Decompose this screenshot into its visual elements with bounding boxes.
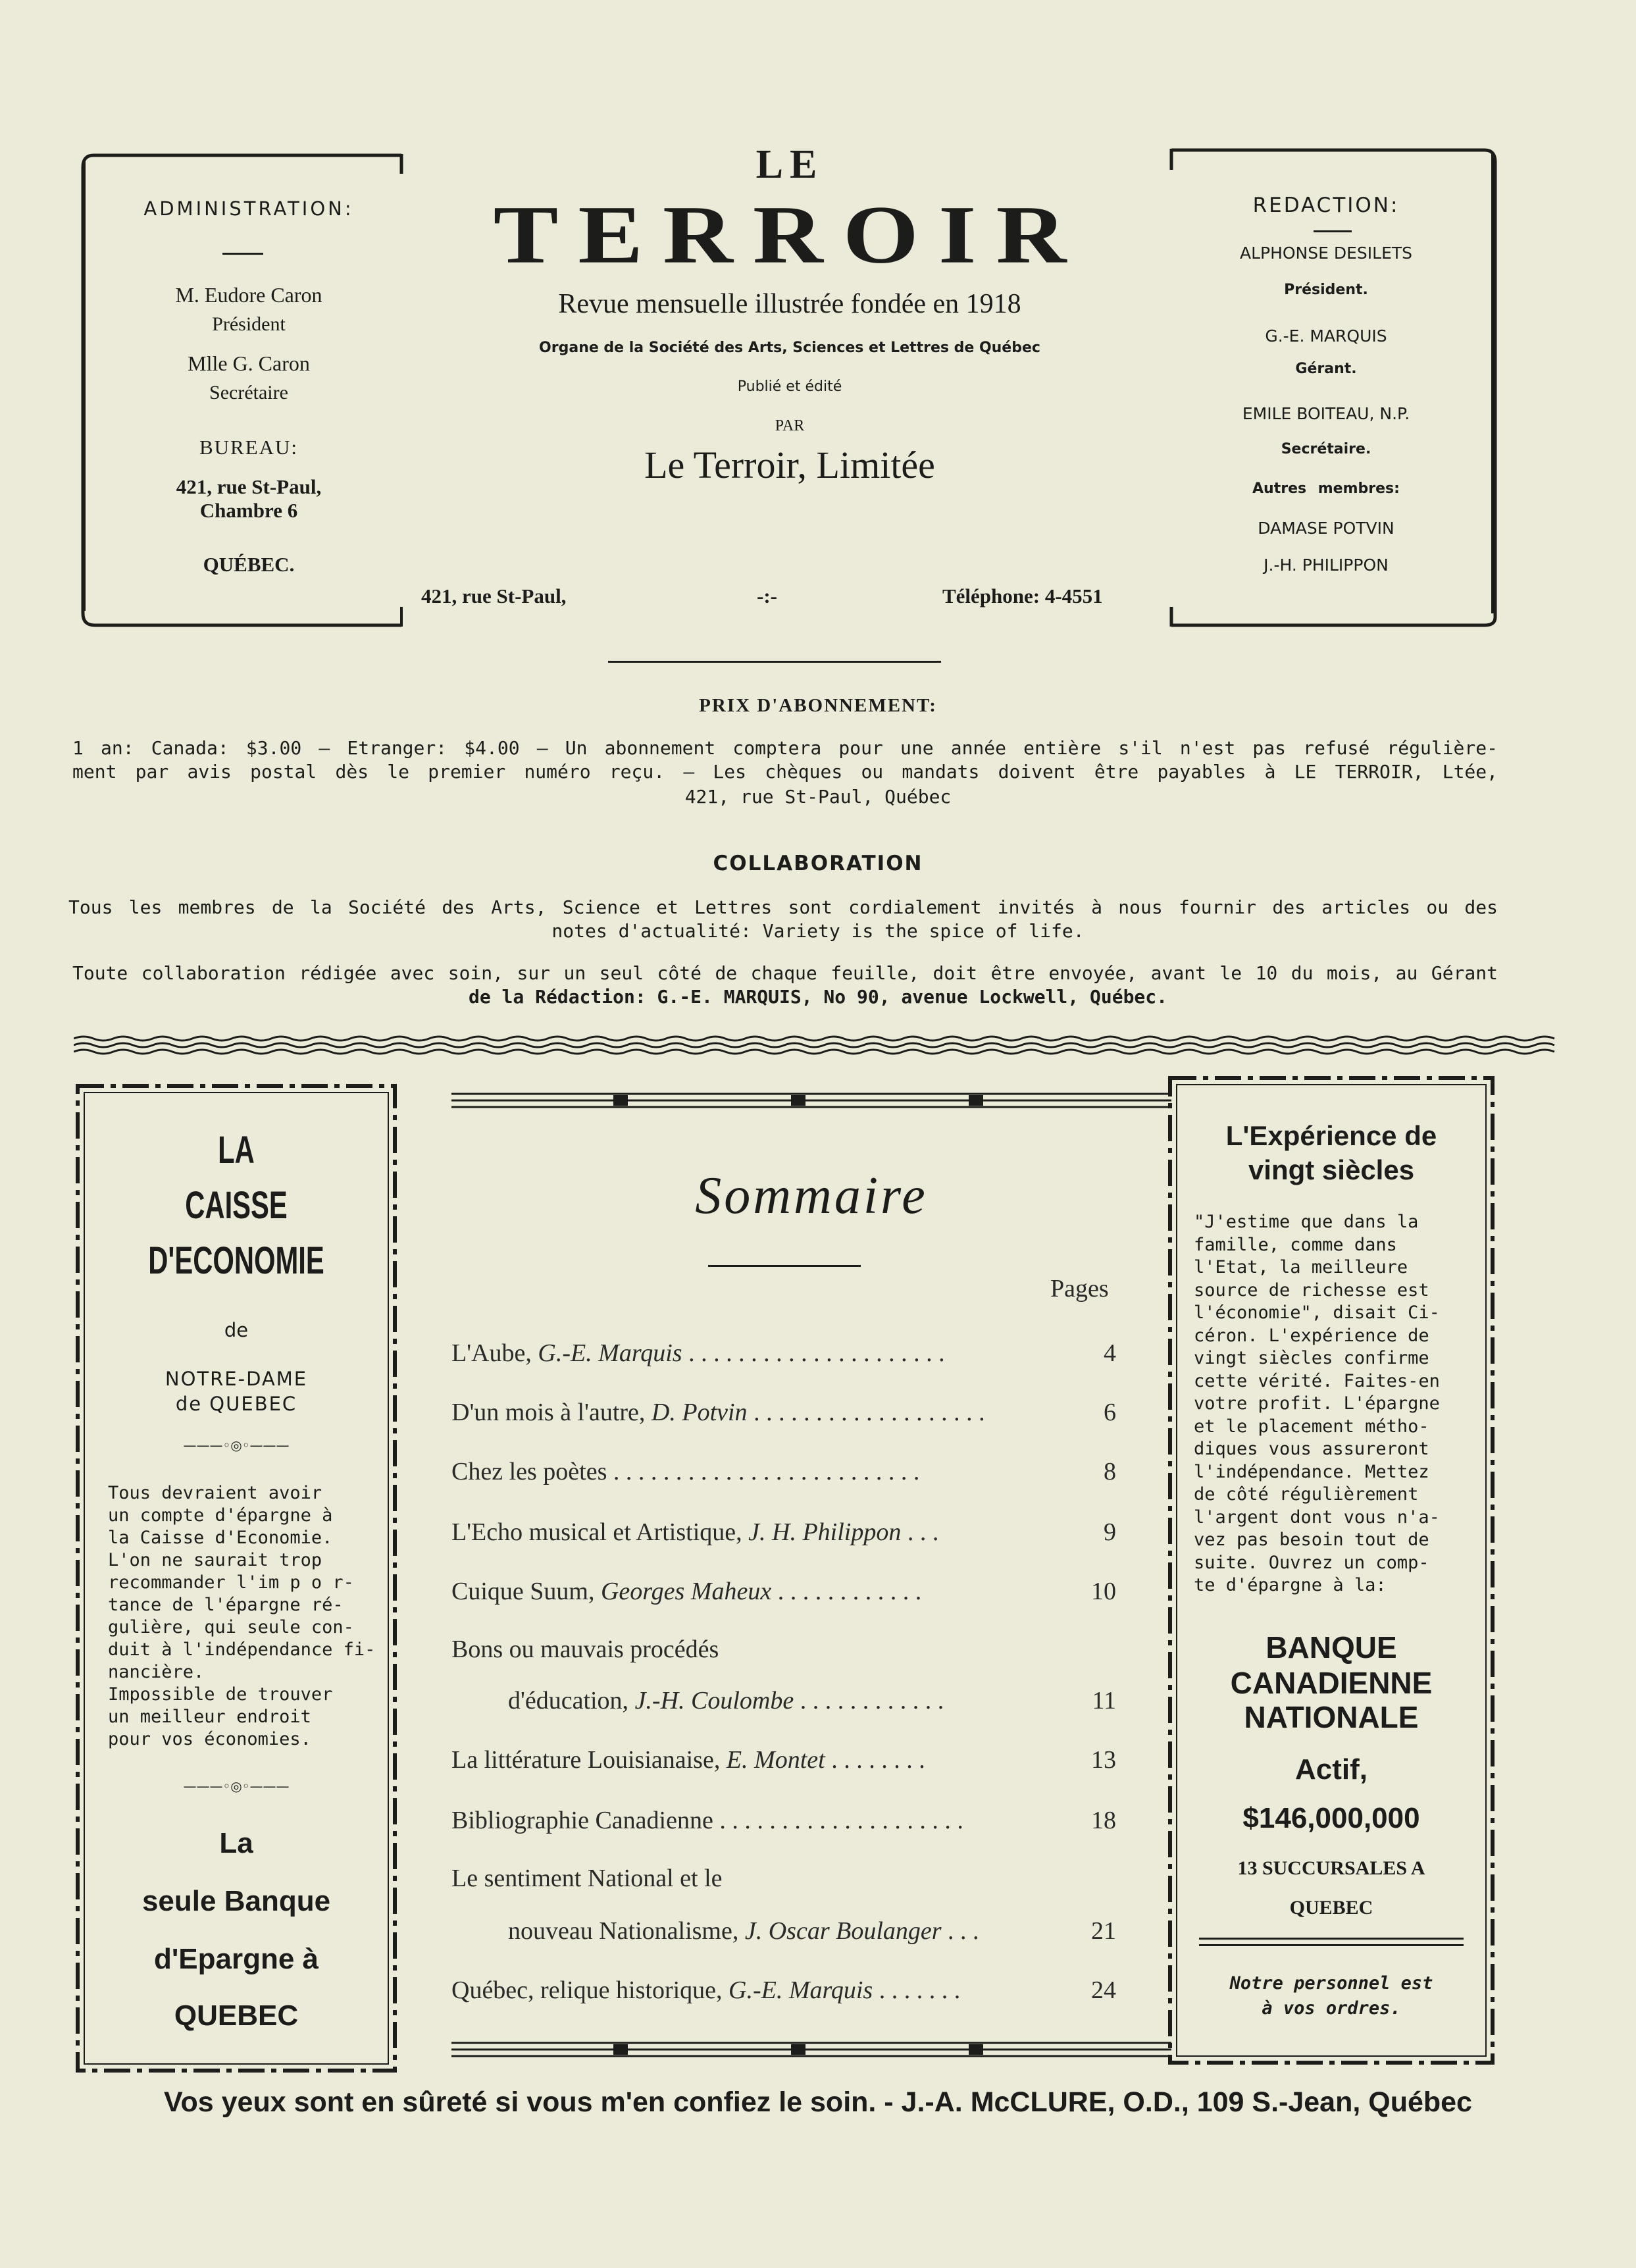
body-line: pour vos économies. bbox=[108, 1729, 311, 1749]
toc-entry-page: 6 bbox=[1104, 1399, 1116, 1426]
subscription-line2: ment par avis postal dès le premier numéro reçu. — Les chèques ou mandats doivent être payables à LE TERROIR, Ltée, bbox=[72, 761, 1498, 783]
banque-title2: vingt siècles bbox=[1248, 1154, 1415, 1185]
toc-entry[interactable] bbox=[451, 1806, 1116, 1835]
footer-ad: Vos yeux sont en sûreté si vous m'en confiez le soin. - J.-A. McCLURE, O.D., 109 S.-Jean, Québec bbox=[164, 2086, 1472, 2118]
redaction-p4: DAMASE POTVIN bbox=[1258, 519, 1394, 538]
collaboration-p2-line2: de la Rédaction: G.-E. MARQUIS, No 90, avenue Lockwell, Québec. bbox=[468, 986, 1168, 1008]
divider bbox=[222, 253, 263, 255]
banque-name1: BANQUE bbox=[1265, 1630, 1397, 1664]
admin-person2-name: Mlle G. Caron bbox=[188, 351, 310, 375]
body-line: suite. Ouvrez un comp- bbox=[1194, 1552, 1429, 1573]
toc-entry-leader: . . . . . . . . . . . . . . . . . . . bbox=[747, 1399, 985, 1426]
redaction-p3-role: Secrétaire. bbox=[1281, 441, 1371, 457]
redaction-heading: REDACTION: bbox=[1252, 193, 1400, 217]
toc-entry-title: Bons ou mauvais procédés bbox=[451, 1636, 719, 1663]
body-line: Tous devraient avoir bbox=[108, 1483, 322, 1503]
masthead bbox=[408, 142, 1171, 487]
caisse-body bbox=[108, 1482, 376, 1751]
toc-entry-title: La littérature Louisianaise, bbox=[451, 1746, 727, 1774]
body-line: L'on ne saurait trop bbox=[108, 1550, 322, 1570]
toc-entry-author: G.-E. Marquis bbox=[538, 1339, 682, 1367]
administration-box bbox=[78, 153, 407, 629]
toc-entry-leader: . . . bbox=[901, 1518, 939, 1546]
body-line: l'Etat, la meilleure bbox=[1194, 1257, 1408, 1277]
caisse-title3: D'ECONOMIE bbox=[148, 1239, 324, 1282]
toc-entry[interactable] bbox=[451, 1457, 1116, 1486]
toc-entry-title: L'Aube, bbox=[451, 1339, 538, 1367]
toc-entry[interactable] bbox=[508, 1917, 1116, 1946]
caisse-foot3: d'Epargne à bbox=[153, 1943, 319, 1975]
toc-entry-author: Georges Maheux bbox=[600, 1578, 772, 1605]
banque-body bbox=[1194, 1211, 1469, 1597]
toc-entry[interactable] bbox=[451, 1339, 1116, 1368]
toc-entry[interactable] bbox=[508, 1686, 1116, 1715]
admin-bureau: BUREAU: bbox=[199, 436, 299, 459]
toc-entry-leader: . . . . . . . . bbox=[825, 1746, 925, 1774]
administration-heading: ADMINISTRATION: bbox=[143, 197, 354, 220]
toc-entry[interactable] bbox=[451, 1864, 1116, 1893]
toc-entry-leader: . . . . . . . . . . . . . . . . . . . . . bbox=[682, 1339, 945, 1367]
caisse-foot1: La bbox=[219, 1827, 253, 1859]
toc-entry-page: 11 bbox=[1092, 1687, 1116, 1714]
masthead-address: 421, rue St-Paul, bbox=[421, 584, 567, 607]
divider bbox=[708, 1265, 861, 1267]
toc-entry[interactable] bbox=[451, 1518, 1116, 1547]
masthead-subtitle: Revue mensuelle illustrée fondée en 1918 bbox=[558, 289, 1021, 319]
toc-entry-page: 4 bbox=[1104, 1339, 1116, 1367]
toc-entry-author: J.-H. Coulombe bbox=[634, 1687, 794, 1714]
caisse-title2: CAISSE bbox=[185, 1184, 288, 1227]
body-line: votre profit. L'épargne bbox=[1194, 1393, 1440, 1414]
toc-entry-leader: . . . . . . . . . . . . bbox=[794, 1687, 944, 1714]
toc-entry-author: E. Montet bbox=[726, 1746, 825, 1774]
body-line: de côté régulièrement bbox=[1194, 1484, 1419, 1505]
divider bbox=[1199, 1938, 1464, 1940]
toc-entry-leader: . . . bbox=[941, 1917, 979, 1945]
masthead-phone: Téléphone: 4-4551 bbox=[942, 584, 1103, 607]
banque-actif: Actif, bbox=[1295, 1753, 1368, 1786]
body-line: Impossible de trouver bbox=[108, 1684, 333, 1705]
toc-entry-page: 10 bbox=[1091, 1578, 1116, 1605]
toc-entry-leader: . . . . . . . . . . . . . . . . . . . . bbox=[713, 1807, 963, 1834]
toc-entry-title: Le sentiment National et le bbox=[451, 1865, 723, 1892]
toc-entry-author: J. H. Philippon bbox=[748, 1518, 902, 1546]
collaboration-p1-line1: Tous les membres de la Société des Arts, Science et Lettres sont cordialement invités à nous fournir des articles ou des bbox=[68, 896, 1498, 918]
body-line: vez pas besoin tout de bbox=[1194, 1530, 1429, 1550]
collaboration-p1-line2: notes d'actualité: Variety is the spice of life. bbox=[551, 920, 1085, 942]
toc-entry-title: Bibliographie Canadienne bbox=[451, 1807, 713, 1834]
toc-entry-leader: . . . . . . . . . . . . . . . . . . . . . . . . . bbox=[607, 1458, 920, 1485]
wavy-separator bbox=[74, 1035, 1561, 1057]
ornament-divider: ———◦◎◦——— bbox=[183, 1437, 290, 1453]
body-line: famille, comme dans bbox=[1194, 1234, 1397, 1255]
divider bbox=[1314, 230, 1352, 232]
masthead-published: Publié et édité bbox=[737, 378, 842, 395]
banque-amount: $146,000,000 bbox=[1242, 1802, 1420, 1834]
toc-entry-title: d'éducation, bbox=[508, 1687, 635, 1714]
body-line: source de richesse est bbox=[1194, 1279, 1429, 1301]
body-line: recommander l'im p o r- bbox=[108, 1572, 354, 1593]
divider bbox=[608, 661, 941, 663]
masthead-separator: -:- bbox=[757, 584, 777, 607]
body-line: l'argent dont vous n'a- bbox=[1194, 1507, 1440, 1528]
caisse-name1: NOTRE-DAME bbox=[165, 1368, 308, 1390]
banque-name3: NATIONALE bbox=[1244, 1700, 1419, 1734]
toc-entry-page: 9 bbox=[1104, 1518, 1116, 1546]
caisse-de: de bbox=[224, 1319, 249, 1341]
toc-entry-author: D. Potvin bbox=[651, 1399, 748, 1426]
toc-entry-leader: . . . . . . . . . . . . bbox=[771, 1578, 922, 1605]
caisse-name2: de QUEBEC bbox=[175, 1393, 297, 1415]
admin-addr1: 421, rue St-Paul, bbox=[176, 475, 322, 498]
redaction-p3: EMILE BOITEAU, N.P. bbox=[1242, 404, 1410, 423]
body-line: tance de l'épargne ré- bbox=[108, 1595, 344, 1615]
toc-entry-author: G.-E. Marquis bbox=[729, 1976, 873, 2004]
toc-entry[interactable] bbox=[451, 1635, 1116, 1664]
admin-addr2: Chambre 6 bbox=[199, 499, 298, 522]
toc-entry-title: Québec, relique historique, bbox=[451, 1976, 729, 2004]
toc-entry-leader: . . . . . . . bbox=[873, 1976, 961, 2004]
ornament-divider: ———◦◎◦——— bbox=[183, 1778, 290, 1794]
masthead-organ: Organe de la Société des Arts, Sciences et Lettres de Québec bbox=[539, 340, 1040, 356]
banque-foot2: à vos ordres. bbox=[1262, 1998, 1401, 2019]
caisse-foot4: QUEBEC bbox=[174, 1999, 299, 2032]
body-line: duit à l'indépendance fi- bbox=[108, 1639, 376, 1660]
banque-branches1: 13 SUCCURSALES A bbox=[1237, 1857, 1425, 1879]
caisse-title1: LA bbox=[218, 1129, 255, 1172]
banque-branches2: QUEBEC bbox=[1289, 1897, 1373, 1919]
toc-entry-title: L'Echo musical et Artistique, bbox=[451, 1518, 749, 1546]
toc-entry-title: Chez les poètes bbox=[451, 1458, 607, 1485]
divider bbox=[1199, 1944, 1464, 1946]
toc-entry-title: D'un mois à l'autre, bbox=[451, 1399, 652, 1426]
masthead-par: PAR bbox=[775, 417, 805, 434]
toc-entry[interactable] bbox=[451, 1577, 1116, 1606]
toc-list bbox=[451, 1339, 1116, 2004]
toc-entry-author: J. Oscar Boulanger bbox=[744, 1917, 942, 1945]
redaction-p1: ALPHONSE DESILETS bbox=[1239, 244, 1413, 263]
body-line: un compte d'épargne à bbox=[108, 1505, 333, 1526]
collaboration-p2-line1: Toute collaboration rédigée avec soin, sur un seul côté de chaque feuille, doit être envoyée, avant le 10 du mois, au Gérant bbox=[72, 962, 1498, 984]
banque-name2: CANADIENNE bbox=[1230, 1666, 1433, 1700]
redaction-others: Autres membres: bbox=[1252, 480, 1400, 497]
redaction-p5: J.-H. PHILIPPON bbox=[1264, 555, 1389, 575]
redaction-p2: G.-E. MARQUIS bbox=[1265, 326, 1387, 346]
subscription-line1: 1 an: Canada: $3.00 — Etranger: $4.00 — Un abonnement comptera pour une année entière s'il n'est pas refusé régulière- bbox=[72, 737, 1498, 759]
body-line: gulière, qui seule con- bbox=[108, 1617, 354, 1637]
body-line: et le placement métho- bbox=[1194, 1416, 1429, 1437]
body-line: te d'épargne à la: bbox=[1194, 1575, 1387, 1595]
body-line: la Caisse d'Economie. bbox=[108, 1528, 333, 1548]
admin-city: QUÉBEC. bbox=[203, 553, 295, 576]
admin-person2-role: Secrétaire bbox=[209, 382, 288, 403]
body-line: l'indépendance. Mettez bbox=[1194, 1461, 1429, 1482]
banque-ad bbox=[1166, 1070, 1496, 2071]
toc-entry[interactable] bbox=[451, 1398, 1116, 1427]
admin-person1-name: M. Eudore Caron bbox=[175, 283, 322, 307]
body-line: nancière. bbox=[108, 1662, 205, 1682]
banque-title1: L'Expérience de bbox=[1225, 1120, 1437, 1151]
body-line: "J'estime que dans la bbox=[1194, 1212, 1419, 1232]
body-line: vingt siècles confirme bbox=[1194, 1348, 1429, 1368]
body-line: céron. L'expérience de bbox=[1194, 1325, 1429, 1346]
masthead-publisher: Le Terroir, Limitée bbox=[644, 444, 935, 486]
toc-title: Sommaire bbox=[695, 1167, 928, 1225]
body-line: l'économie", disait Ci- bbox=[1194, 1302, 1440, 1323]
collaboration-heading: COLLABORATION bbox=[713, 852, 923, 875]
banque-foot1: Notre personnel est bbox=[1229, 1973, 1433, 1994]
redaction-p2-role: Gérant. bbox=[1295, 361, 1357, 377]
subscription-line3: 421, rue St-Paul, Québec bbox=[684, 786, 952, 808]
toc-entry-page: 21 bbox=[1091, 1917, 1116, 1945]
caisse-foot2: seule Banque bbox=[141, 1885, 331, 1917]
toc-entry[interactable] bbox=[451, 1745, 1116, 1774]
body-line: diques vous assureront bbox=[1194, 1439, 1429, 1459]
body-line: un meilleur endroit bbox=[108, 1707, 311, 1727]
toc-entry-page: 18 bbox=[1091, 1807, 1116, 1834]
masthead-le: LE bbox=[755, 142, 824, 187]
subscription-heading: PRIX D'ABONNEMENT: bbox=[699, 695, 937, 716]
body-line: cette vérité. Faites-en bbox=[1194, 1370, 1440, 1391]
toc-entry[interactable] bbox=[451, 1976, 1116, 2005]
masthead-title: TERROIR bbox=[493, 189, 1086, 281]
caisse-ad bbox=[74, 1078, 399, 2078]
toc-entry-title: Cuique Suum, bbox=[451, 1578, 601, 1605]
toc-entry-title: nouveau Nationalisme, bbox=[508, 1917, 745, 1945]
toc-entry-page: 13 bbox=[1091, 1746, 1116, 1774]
redaction-p1-role: Président. bbox=[1284, 282, 1368, 298]
redaction-box bbox=[1165, 146, 1500, 629]
toc-pages-label: Pages bbox=[1050, 1275, 1109, 1302]
toc-top-border bbox=[451, 1087, 1171, 1114]
toc-entry-page: 8 bbox=[1104, 1458, 1116, 1485]
toc-entry-page: 24 bbox=[1091, 1976, 1116, 2004]
admin-person1-role: Président bbox=[212, 313, 286, 335]
toc-bottom-border bbox=[451, 2036, 1171, 2063]
